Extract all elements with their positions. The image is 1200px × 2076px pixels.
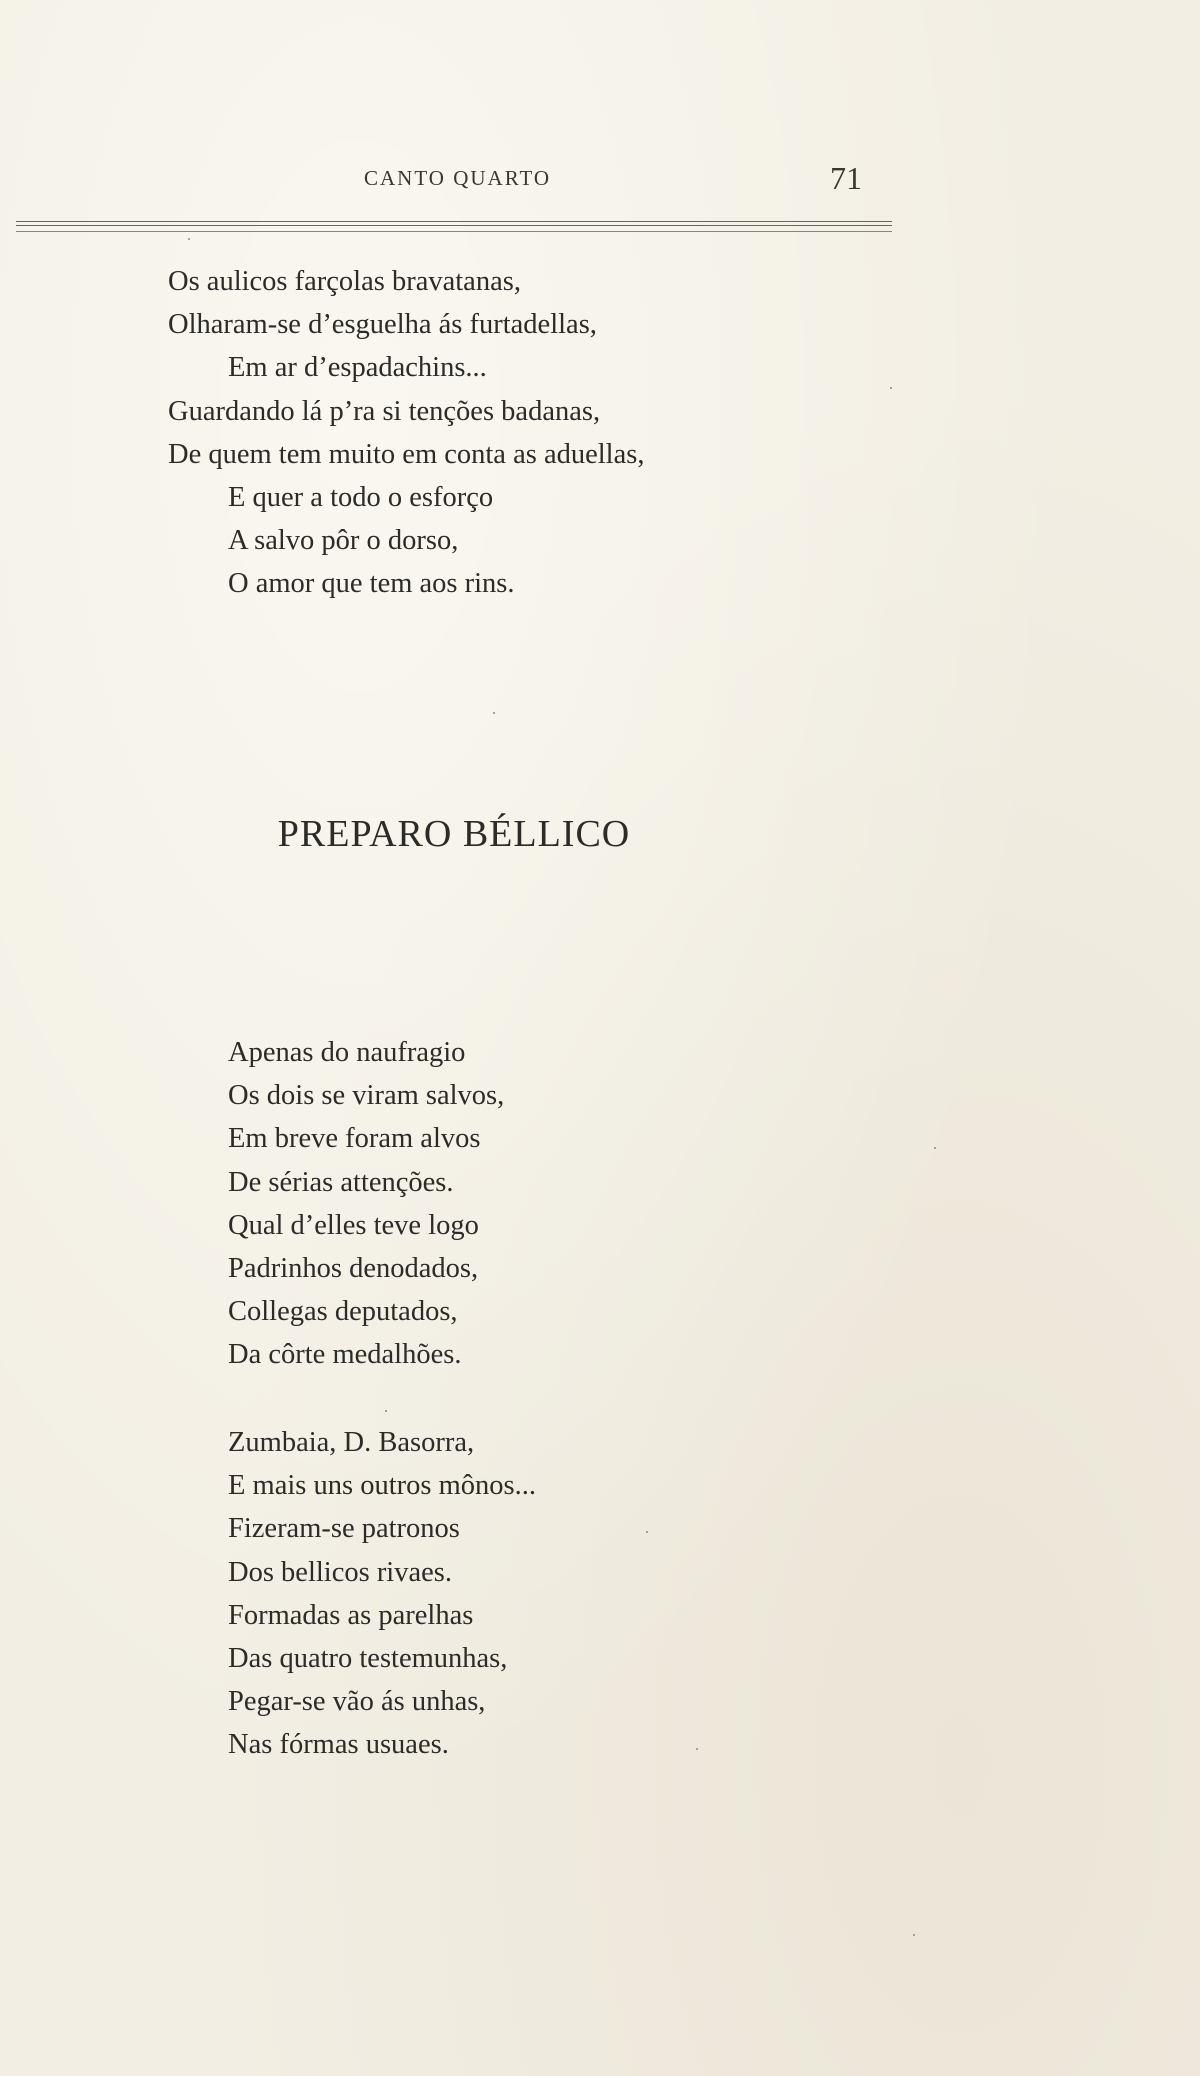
running-head <box>0 160 1200 206</box>
header-rule <box>16 225 892 226</box>
verse-line: Em breve foram alvos <box>228 1123 481 1155</box>
running-title: CANTO QUARTO <box>364 166 552 190</box>
stanza-2 <box>228 1031 504 1377</box>
verse-line: Dos bellicos rivaes. <box>228 1556 452 1588</box>
verse-line: Os dois se viram salvos, <box>228 1080 505 1112</box>
verse-line: Das quatro testemunhas, <box>228 1642 508 1674</box>
verse-line: A salvo pôr o dorso, <box>228 525 459 557</box>
verse-line: Fizeram-se patronos <box>228 1513 460 1545</box>
verse-line: Pegar-se vão ás unhas, <box>228 1686 486 1718</box>
header-rule <box>16 231 892 232</box>
verse-line: E mais uns outros mônos... <box>228 1470 536 1502</box>
verse-line: Apenas do naufragio <box>228 1037 466 1068</box>
verse-line: Collegas deputados, <box>228 1296 458 1328</box>
verse-line: Os aulicos farçolas bravatanas, <box>168 266 521 297</box>
paper-speck <box>493 712 495 714</box>
section-title: PREPARO BÉLLICO <box>277 813 631 855</box>
verse-line: Olharam-se d’esguelha ás furtadellas, <box>168 309 597 341</box>
verse-line: Padrinhos denodados, <box>228 1252 479 1284</box>
verse-line: Qual d’elles teve logo <box>228 1209 479 1241</box>
paper-speck <box>913 1934 915 1936</box>
page-number: 71 <box>830 160 862 196</box>
stanza-3 <box>228 1421 536 1767</box>
paper-speck <box>934 1147 936 1149</box>
verse-line: Da côrte medalhões. <box>228 1339 462 1371</box>
paper-speck <box>646 1531 648 1533</box>
verse-line: Nas fórmas usuaes. <box>228 1729 449 1761</box>
verse-line: Zumbaia, D. Basorra, <box>228 1427 475 1458</box>
paper-speck <box>385 1410 387 1412</box>
paper-speck <box>890 387 892 389</box>
header-rule <box>16 221 892 222</box>
paper-speck <box>696 1748 698 1750</box>
verse-line: O amor que tem aos rins. <box>228 568 515 600</box>
verse-line: Formadas as parelhas <box>228 1599 474 1631</box>
verse-line: De quem tem muito em conta as aduellas, <box>168 438 645 470</box>
verse-line: E quer a todo o esforço <box>228 481 494 513</box>
verse-line: De sérias attenções. <box>228 1166 454 1198</box>
paper-speck <box>188 238 190 240</box>
stanza-1 <box>168 260 644 606</box>
verse-line: Em ar d’espadachins... <box>228 352 487 384</box>
verse-line: Guardando lá p’ra si tenções badanas, <box>168 395 601 427</box>
